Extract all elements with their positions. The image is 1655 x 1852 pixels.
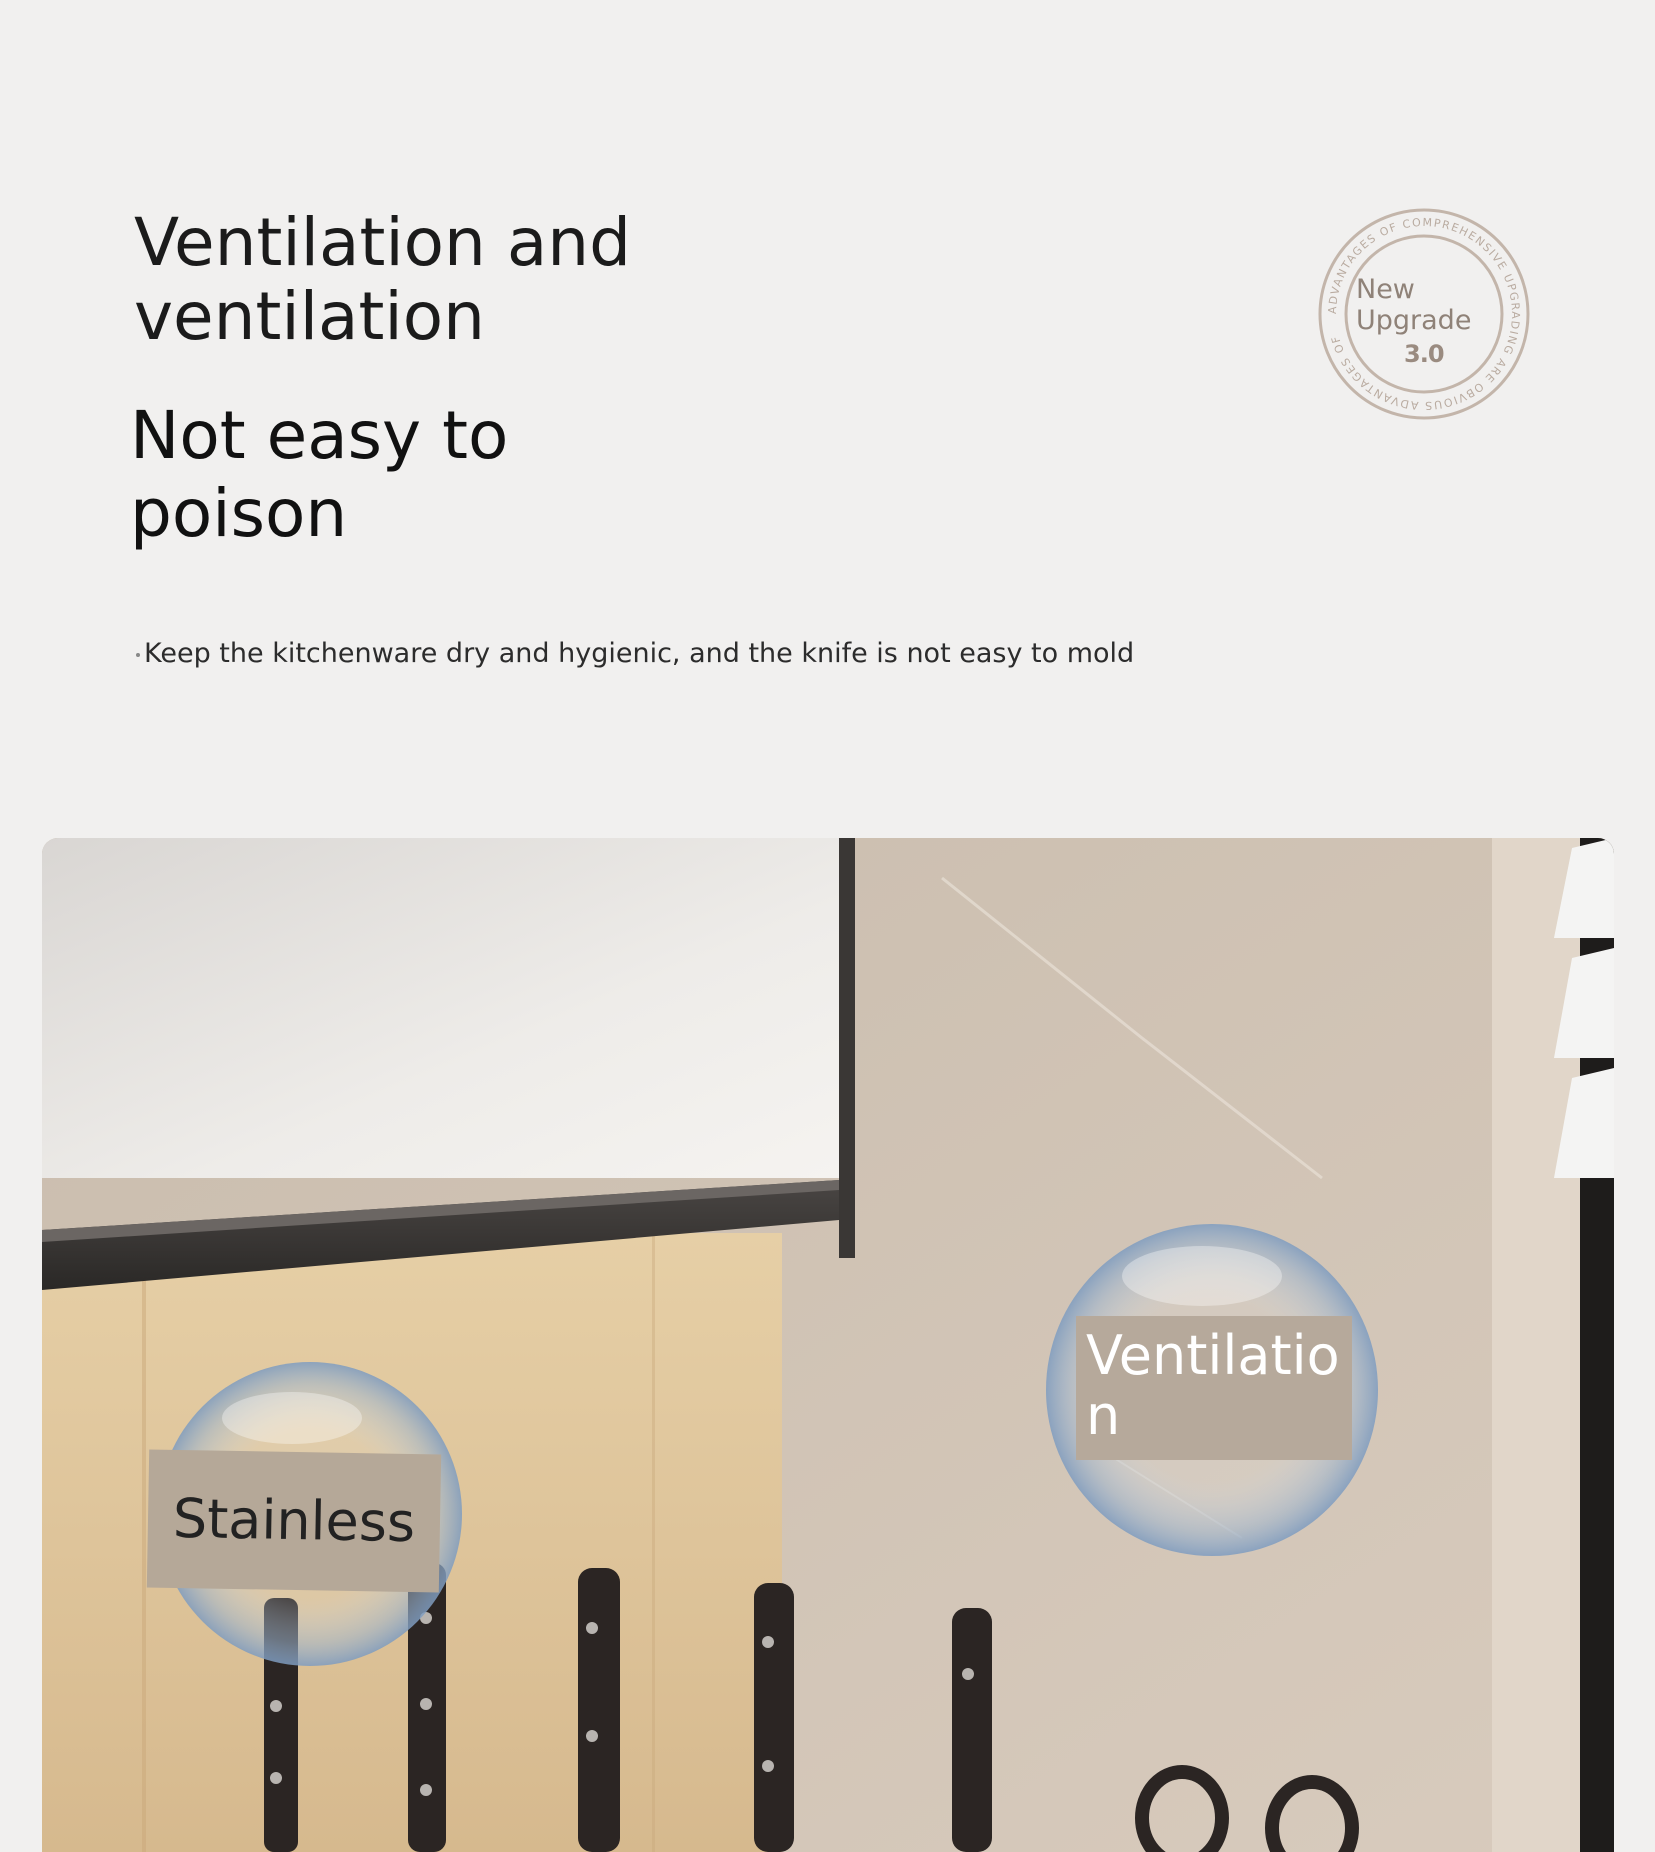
stamp-label — [1356, 274, 1506, 336]
stamp-ring-text: ADVANTAGES OF COMPREHENSIVE UPGRADING ARE OBVIOUS ADVANTAGES OF — [1325, 215, 1523, 413]
tag-stainless: Stainless — [147, 1449, 441, 1592]
description-text — [136, 638, 1134, 669]
headline-subtitle: Not easy to poison — [130, 397, 509, 552]
stamp-version: 3.0 — [1404, 340, 1444, 368]
tag-ventilation: Ventilation — [1076, 1316, 1352, 1460]
description-label: Keep the kitchenware dry and hygienic, and the knife is not easy to mold — [144, 638, 1135, 669]
stamp-line2: Upgrade — [1356, 305, 1472, 336]
product-photo — [42, 838, 1614, 1852]
bullet-dot-icon — [136, 653, 140, 657]
knife-rack-illustration — [42, 838, 1614, 1852]
headline-title: Ventilation and ventilation — [134, 204, 632, 355]
stamp-line1: New — [1356, 274, 1415, 305]
